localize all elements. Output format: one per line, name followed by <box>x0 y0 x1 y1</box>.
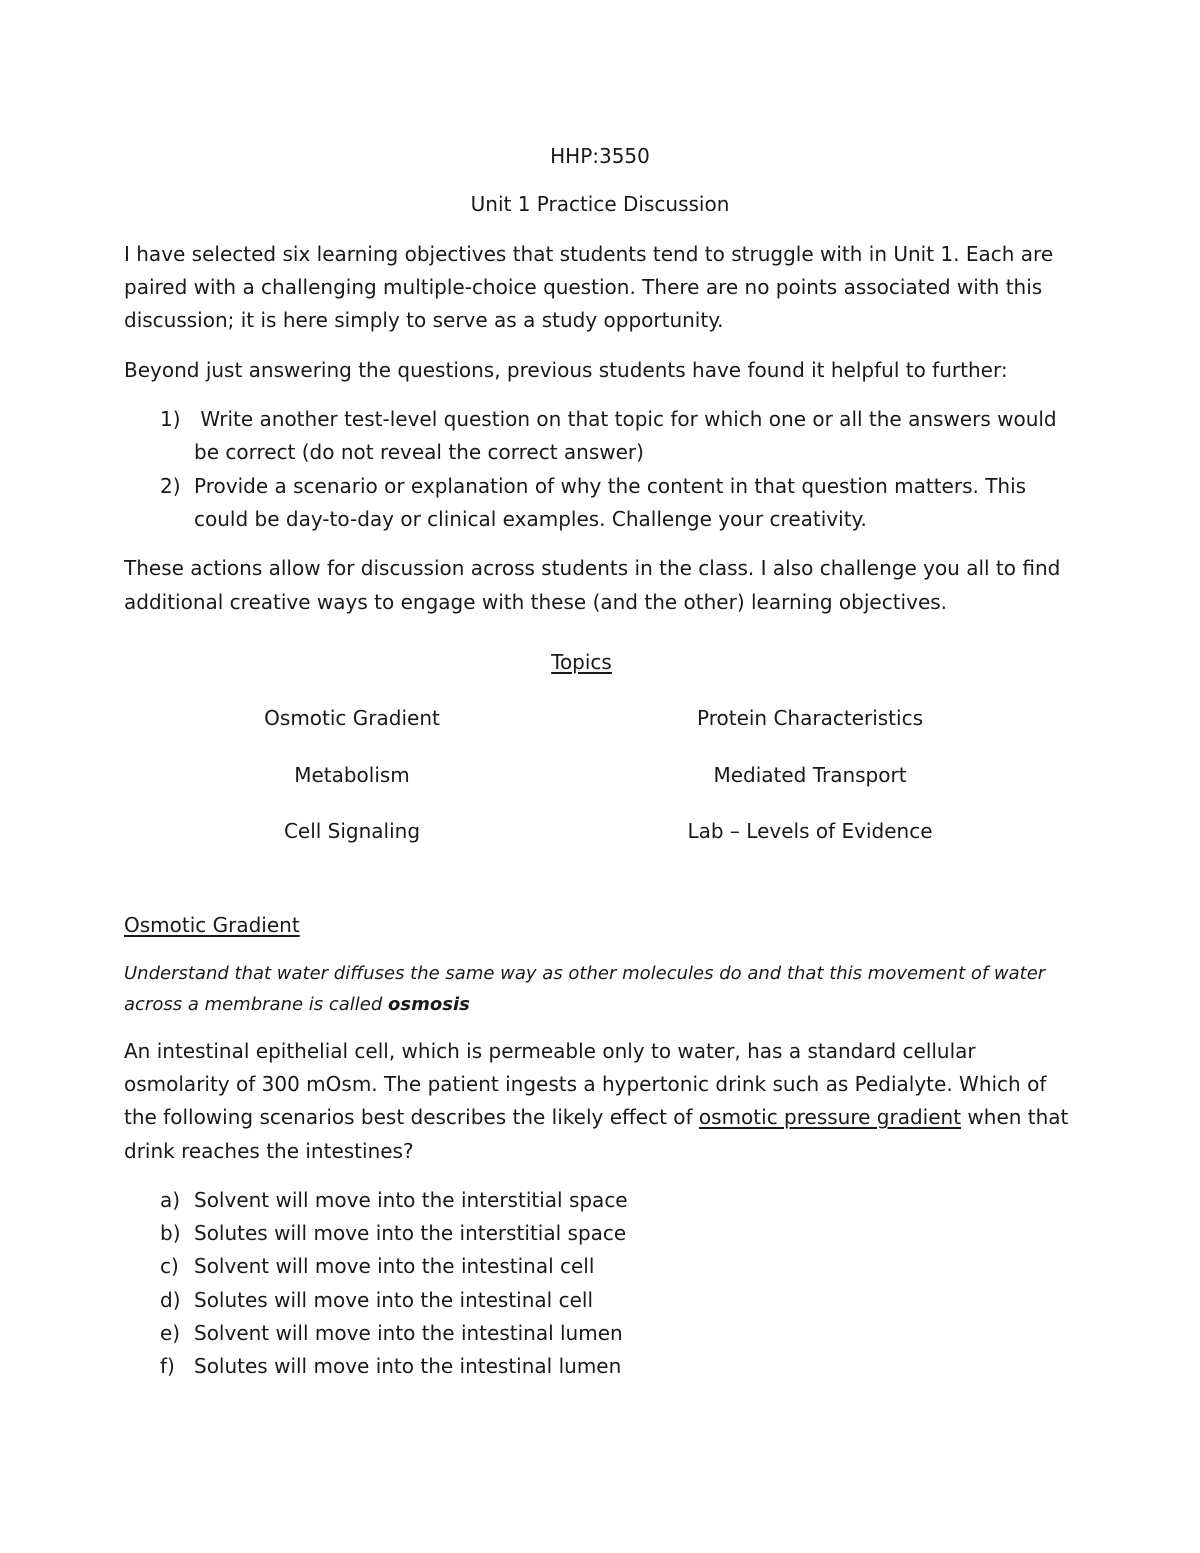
learning-objective: Understand that water diffuses the same way as other molecules do and that this movement of water <box>124 963 1046 984</box>
step-number: 2) <box>160 474 181 498</box>
option-letter: f) <box>160 1354 175 1378</box>
step-text: Provide a scenario or explanation of why the content in that question matters. This <box>194 474 1027 498</box>
closing-line: These actions allow for discussion across students in the class. I also challenge you all to find <box>124 556 1061 580</box>
option-text: Solvent will move into the intestinal lumen <box>194 1321 623 1345</box>
option-text: Solutes will move into the intestinal cell <box>194 1288 593 1312</box>
topic-item: Metabolism <box>294 763 410 787</box>
intro-line: I have selected six learning objectives that students tend to struggle with in Unit 1. Each are <box>124 242 1054 266</box>
section-heading: Osmotic Gradient <box>124 913 300 937</box>
step-text: be correct (do not reveal the correct answer) <box>194 440 644 464</box>
intro-line: paired with a challenging multiple-choice question. There are no points associated with this <box>124 275 1043 299</box>
course-code: HHP:3550 <box>550 144 650 168</box>
option-letter: e) <box>160 1321 181 1345</box>
topic-item: Lab – Levels of Evidence <box>687 819 933 843</box>
question-line: drink reaches the intestines? <box>124 1139 414 1163</box>
learning-objective: across a membrane is called osmosis <box>124 994 470 1015</box>
step-text: Write another test-level question on that topic for which one or all the answers would <box>194 407 1057 431</box>
topic-item: Mediated Transport <box>713 763 907 787</box>
topics-heading: Topics <box>551 650 612 674</box>
option-letter: d) <box>160 1288 181 1312</box>
step-number: 1) <box>160 407 181 431</box>
option-letter: c) <box>160 1254 179 1278</box>
step-text: could be day-to-day or clinical examples. Challenge your creativity. <box>194 507 867 531</box>
topic-item: Osmotic Gradient <box>264 706 440 730</box>
topic-item: Cell Signaling <box>283 819 421 843</box>
question-line: osmolarity of 300 mOsm. The patient ingests a hypertonic drink such as Pedialyte. Which of <box>124 1072 1047 1096</box>
topic-item: Protein Characteristics <box>697 706 923 730</box>
intro-lead-in: Beyond just answering the questions, previous students have found it helpful to further: <box>124 358 1008 382</box>
page-title: Unit 1 Practice Discussion <box>470 192 730 216</box>
option-text: Solutes will move into the intestinal lumen <box>194 1354 622 1378</box>
key-term: osmotic pressure gradient <box>698 1105 962 1129</box>
question-line: the following scenarios best describes the likely effect of osmotic pressure gradient when that <box>124 1105 1069 1129</box>
option-text: Solvent will move into the intestinal cell <box>194 1254 595 1278</box>
option-letter: b) <box>160 1221 181 1245</box>
option-text: Solvent will move into the interstitial space <box>194 1188 628 1212</box>
option-text: Solutes will move into the interstitial space <box>194 1221 627 1245</box>
intro-line: discussion; it is here simply to serve as a study opportunity. <box>124 308 724 332</box>
closing-line: additional creative ways to engage with these (and the other) learning objectives. <box>124 590 948 614</box>
option-letter: a) <box>160 1188 181 1212</box>
objective-keyword: osmosis <box>388 994 470 1015</box>
question-line: An intestinal epithelial cell, which is permeable only to water, has a standard cellular <box>124 1039 976 1063</box>
